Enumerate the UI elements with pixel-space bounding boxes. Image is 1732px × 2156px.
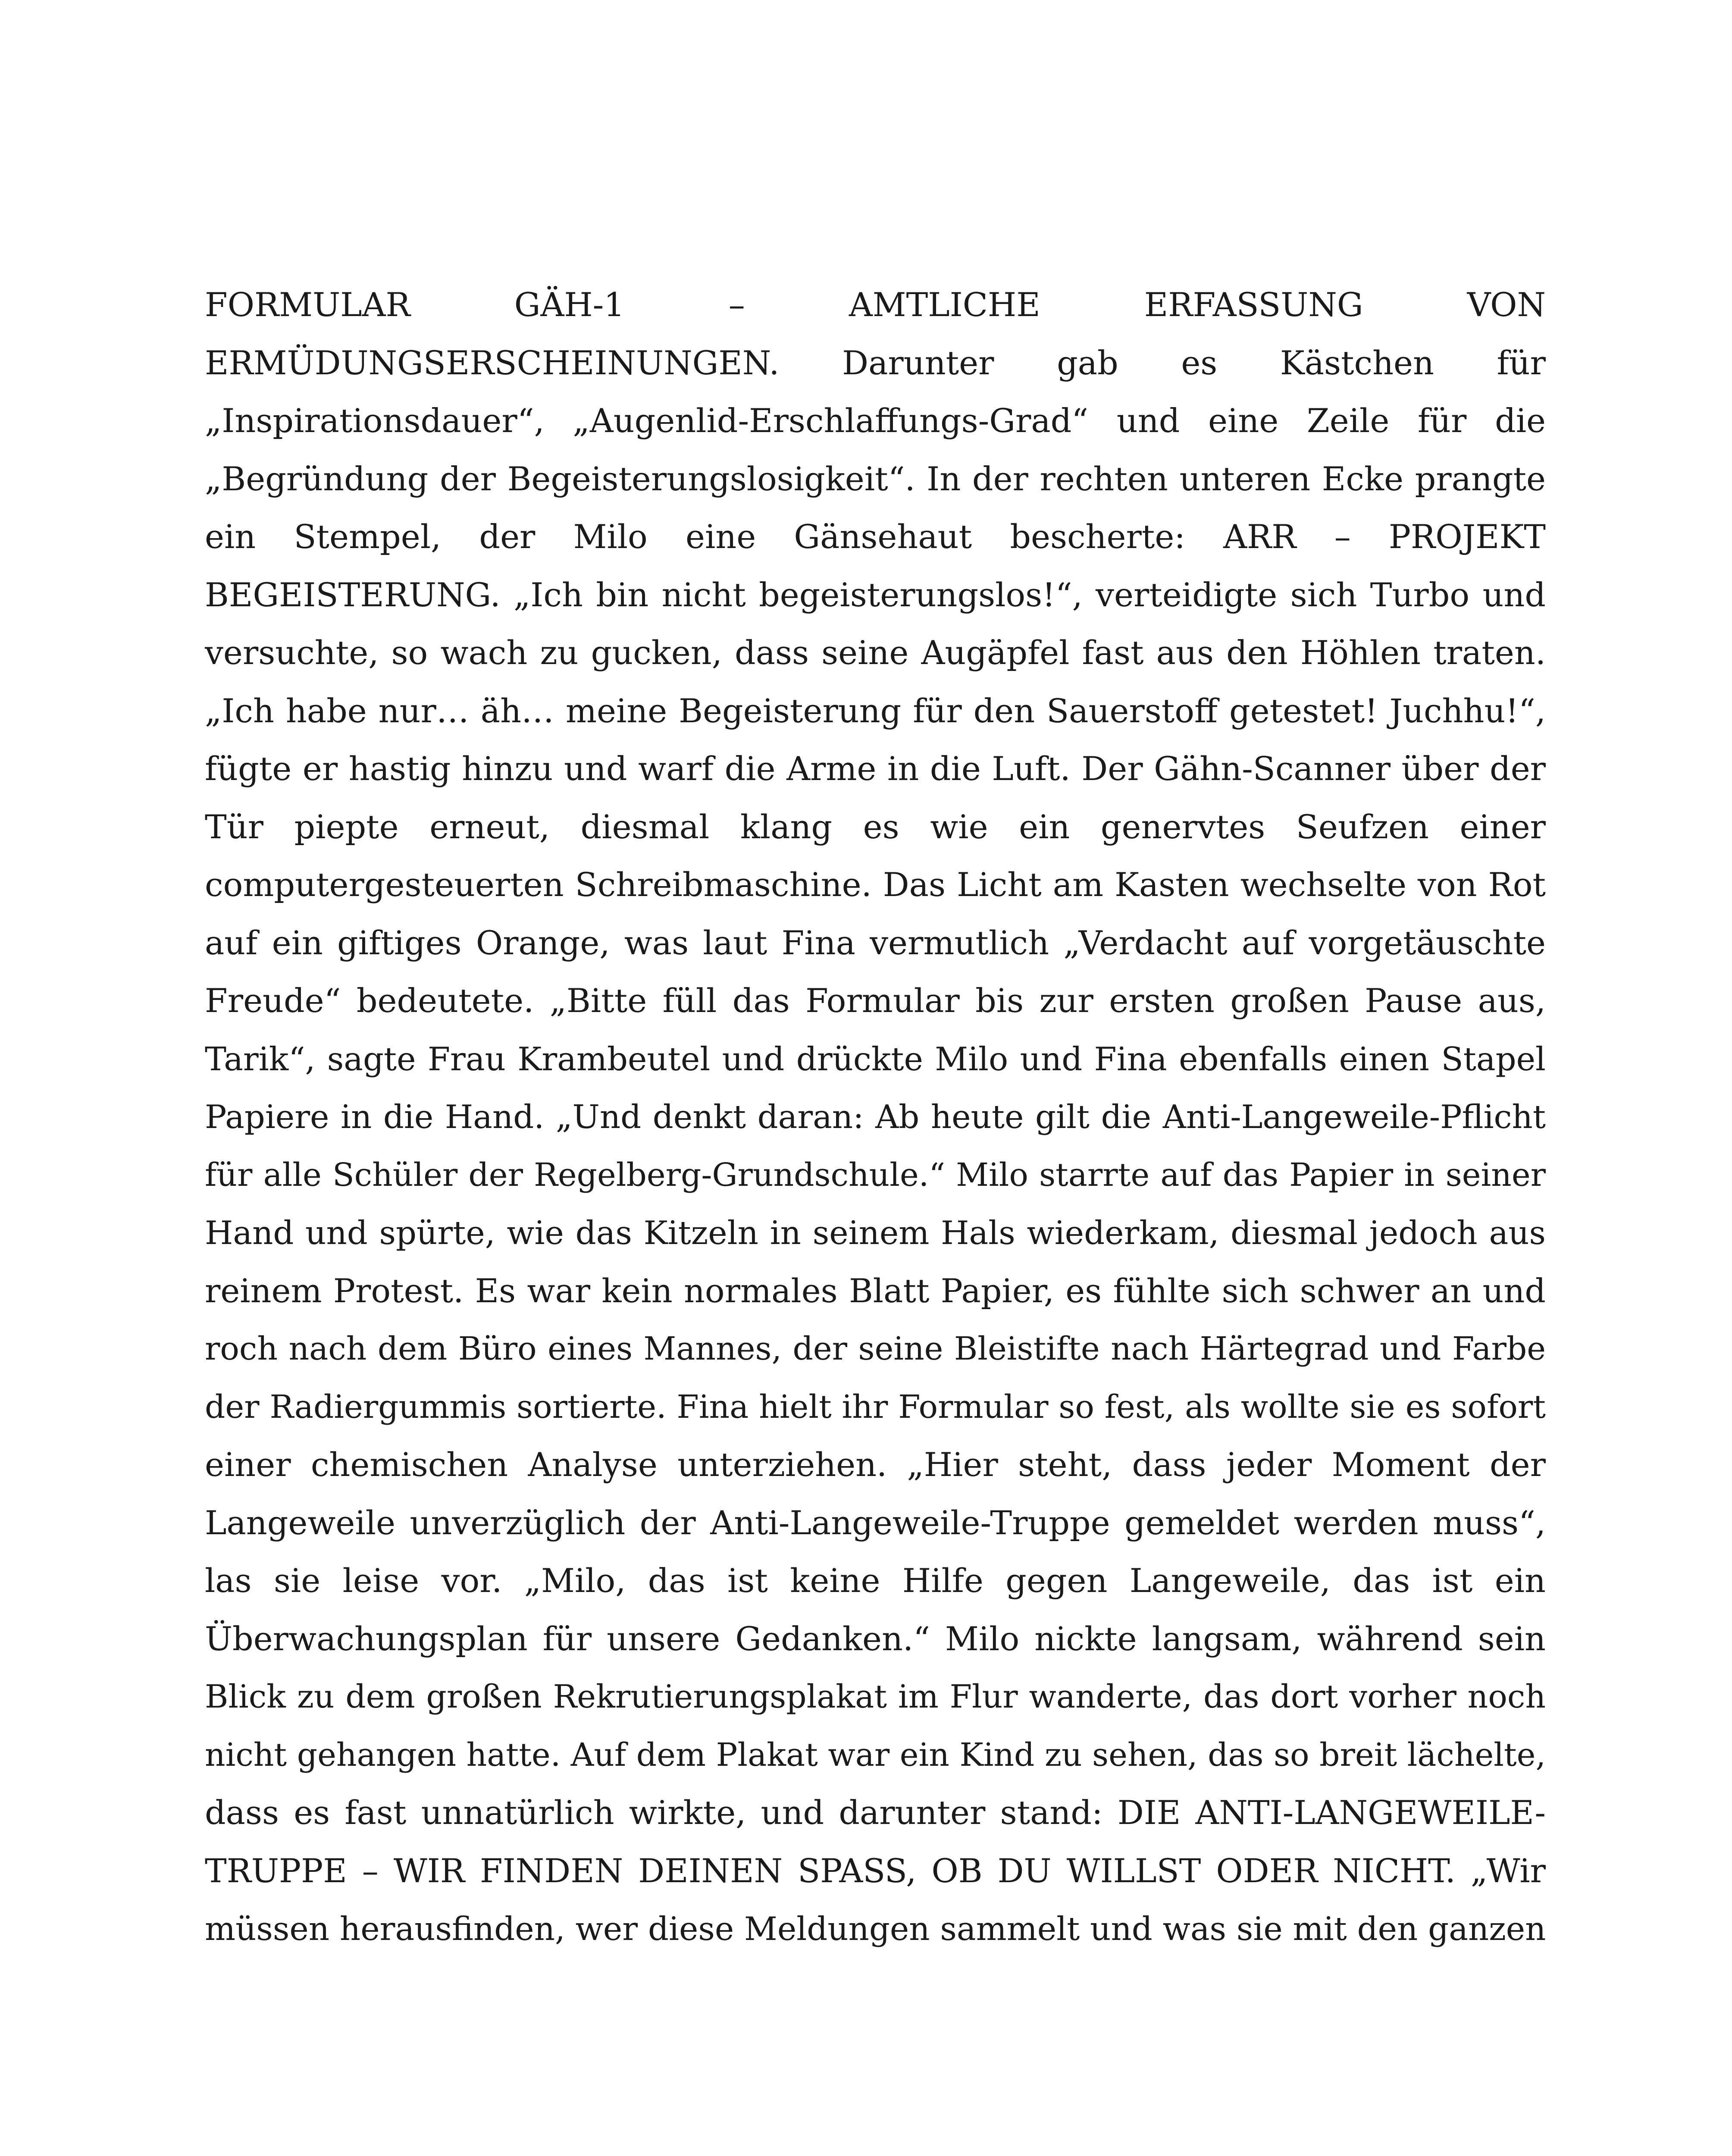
text-line: Blick zu dem großen Rekrutierungsplakat im Flur wanderte, das dort vorher noch	[205, 1678, 1546, 1715]
text-line: auf ein giftiges Orange, was laut Fina vermutlich „Verdacht auf vorgetäuschte	[205, 923, 1546, 962]
text-line: BEGEISTERUNG. „Ich bin nicht begeisterungslos!“, verteidigte sich Turbo und	[205, 575, 1546, 614]
text-line: dass es fast unnatürlich wirkte, und darunter stand: DIE ANTI-LANGEWEILE-	[205, 1793, 1546, 1832]
text-line: Überwachungsplan für unsere Gedanken.“ Milo nickte langsam, während sein	[205, 1619, 1546, 1658]
text-line: versuchte, so wach zu gucken, dass seine Augäpfel fast aus den Höhlen traten.	[205, 633, 1546, 672]
text-line: las sie leise vor. „Milo, das ist keine Hilfe gegen Langeweile, das ist ein	[205, 1561, 1546, 1600]
text-line: fügte er hastig hinzu und warf die Arme in die Luft. Der Gähn-Scanner über der	[205, 749, 1546, 788]
text-line: Tarik“, sagte Frau Krambeutel und drückte Milo und Fina ebenfalls einen Stapel	[205, 1040, 1546, 1078]
text-line: Hand und spürte, wie das Kitzeln in seinem Hals wiederkam, diesmal jedoch aus	[205, 1214, 1546, 1252]
text-line: Langeweile unverzüglich der Anti-Langeweile-Truppe gemeldet werden muss“,	[205, 1503, 1546, 1542]
text-line: TRUPPE – WIR FINDEN DEINEN SPASS, OB DU WILLST ODER NICHT. „Wir	[205, 1851, 1546, 1890]
text-line: müssen herausfinden, wer diese Meldungen sammelt und was sie mit den ganzen	[205, 1910, 1546, 1948]
text-line: einer chemischen Analyse unterziehen. „Hier steht, dass jeder Moment der	[205, 1445, 1546, 1484]
text-line: Tür piepte erneut, diesmal klang es wie ein genervtes Seufzen einer	[205, 807, 1546, 846]
text-line: „Inspirationsdauer“, „Augenlid-Erschlaffungs-Grad“ und eine Zeile für die	[205, 401, 1546, 440]
text-line: FORMULAR GÄH-1 – AMTLICHE ERFASSUNG VON	[205, 285, 1546, 324]
text-line: „Begründung der Begeisterungslosigkeit“. In der rechten unteren Ecke prangte	[205, 459, 1546, 498]
body-paragraph	[205, 276, 1546, 1958]
text-line: reinem Protest. Es war kein normales Blatt Papier, es fühlte sich schwer an und	[205, 1271, 1546, 1310]
text-line: ein Stempel, der Milo eine Gänsehaut bescherte: ARR – PROJEKT	[205, 517, 1546, 556]
text-line: Freude“ bedeutete. „Bitte füll das Formular bis zur ersten großen Pause aus,	[205, 981, 1546, 1020]
text-line: roch nach dem Büro eines Mannes, der seine Bleistifte nach Härtegrad und Farbe	[205, 1330, 1546, 1367]
text-line: ERMÜDUNGSERSCHEINUNGEN. Darunter gab es Kästchen für	[205, 343, 1546, 382]
text-line: der Radiergummis sortierte. Fina hielt ihr Formular so fest, als wollte sie es sofort	[205, 1388, 1546, 1426]
text-line: computergesteuerten Schreibmaschine. Das Licht am Kasten wechselte von Rot	[205, 865, 1546, 904]
text-line: Papiere in die Hand. „Und denkt daran: Ab heute gilt die Anti-Langeweile-Pflicht	[205, 1098, 1546, 1136]
text-line: für alle Schüler der Regelberg-Grundschule.“ Milo starrte auf das Papier in seiner	[205, 1156, 1546, 1194]
text-line: nicht gehangen hatte. Auf dem Plakat war ein Kind zu sehen, das so breit lächelte,	[205, 1736, 1546, 1774]
text-line: „Ich habe nur… äh… meine Begeisterung für den Sauerstoff getestet! Juchhu!“,	[205, 691, 1546, 730]
